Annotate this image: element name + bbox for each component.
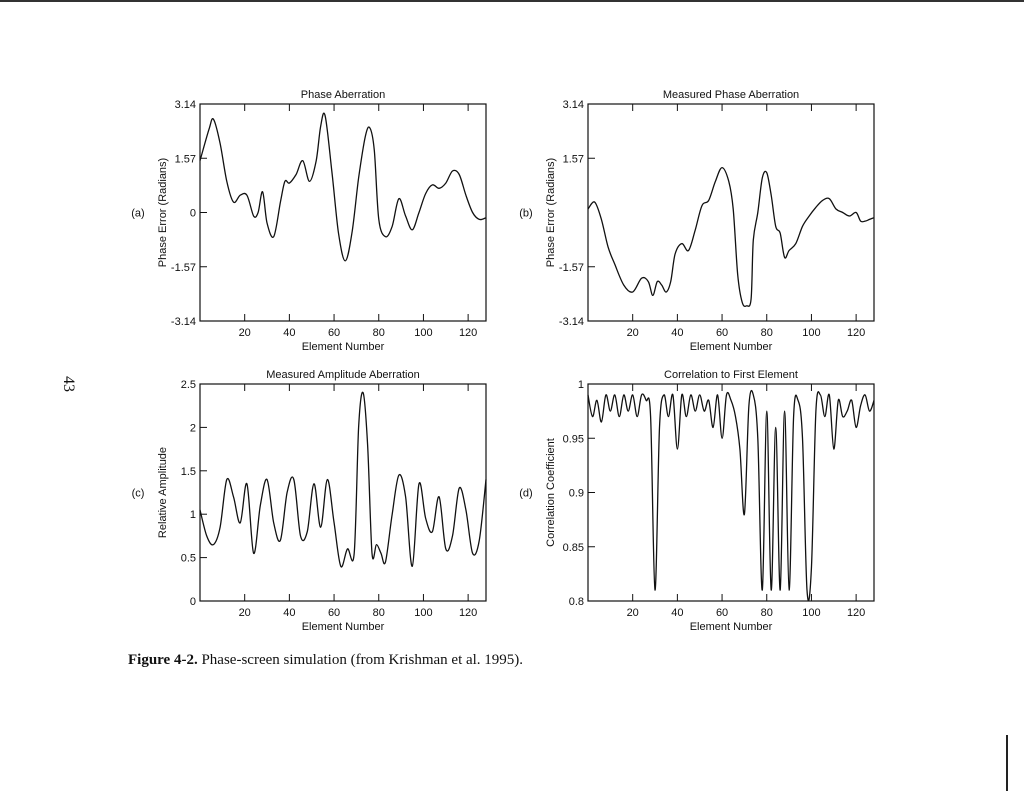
figure-caption — [128, 652, 523, 669]
y-tick-label: 1 — [189, 509, 196, 522]
y-tick-label: 2.5 — [180, 379, 196, 391]
chart-panel-a — [131, 89, 486, 353]
panel-label: (b) — [519, 207, 533, 220]
y-axis-label: Relative Amplitude — [157, 446, 169, 539]
x-tick-label: 80 — [760, 327, 773, 339]
series-line — [588, 168, 874, 307]
chart-panel-b — [519, 89, 874, 353]
x-tick-label: 20 — [626, 327, 639, 339]
y-tick-label: 3.14 — [174, 99, 196, 111]
panel-label: (c) — [131, 487, 145, 500]
x-tick-label: 60 — [715, 607, 729, 619]
chart-title: Correlation to First Element — [664, 369, 798, 381]
y-axis-label: Phase Error (Radians) — [157, 157, 169, 268]
x-tick-label: 20 — [238, 607, 251, 619]
x-tick-label: 100 — [414, 327, 433, 339]
y-tick-label: 1.57 — [174, 153, 196, 166]
figure-caption-label: Figure 4-2. — [128, 652, 198, 668]
x-tick-label: 80 — [372, 607, 385, 619]
y-tick-label: 0.8 — [568, 596, 584, 608]
y-tick-label: 0 — [189, 596, 196, 608]
page-number: 43 — [60, 376, 77, 392]
y-tick-label: 0.9 — [568, 487, 584, 500]
x-tick-label: 80 — [372, 327, 385, 339]
y-tick-label: 3.14 — [562, 99, 584, 111]
x-tick-label: 40 — [671, 327, 684, 339]
x-tick-label: 120 — [458, 607, 478, 619]
y-tick-label: 0.95 — [562, 433, 584, 446]
y-tick-label: 1.5 — [180, 465, 196, 478]
y-tick-label: 0.5 — [180, 552, 196, 565]
x-tick-label: 60 — [715, 327, 729, 339]
x-tick-label: 20 — [626, 607, 639, 619]
series-line — [200, 113, 486, 261]
y-tick-label: -1.57 — [170, 261, 196, 274]
x-axis-label: Element Number — [301, 341, 385, 353]
series-line — [588, 391, 874, 601]
x-tick-label: 80 — [760, 607, 773, 619]
x-tick-label: 120 — [846, 327, 866, 339]
plot-frame — [200, 384, 486, 601]
y-tick-label: 1 — [577, 379, 584, 391]
y-tick-label: 1.57 — [562, 153, 584, 166]
y-axis-label: Phase Error (Radians) — [545, 157, 557, 268]
y-tick-label: 2 — [189, 422, 196, 435]
x-tick-label: 100 — [802, 607, 821, 619]
chart-title: Measured Amplitude Aberration — [266, 369, 420, 381]
x-tick-label: 120 — [458, 327, 478, 339]
y-tick-label: -3.14 — [558, 316, 584, 328]
x-tick-label: 40 — [283, 607, 296, 619]
x-axis-label: Element Number — [689, 621, 773, 633]
x-axis-label: Element Number — [301, 621, 385, 633]
panel-label: (a) — [131, 207, 145, 220]
chart-title: Measured Phase Aberration — [662, 89, 800, 101]
y-tick-label: -3.14 — [170, 316, 196, 328]
series-line — [200, 392, 486, 567]
x-axis-label: Element Number — [689, 341, 773, 353]
y-tick-label: 0 — [189, 207, 196, 220]
x-tick-label: 100 — [414, 607, 433, 619]
chart-panel-c — [132, 369, 486, 633]
x-tick-label: 40 — [671, 607, 684, 619]
plot-frame — [200, 104, 486, 321]
x-tick-label: 120 — [846, 607, 866, 619]
chart-title: Phase Aberration — [300, 89, 386, 101]
x-tick-label: 20 — [238, 327, 251, 339]
plot-frame — [588, 104, 874, 321]
y-axis-label: Correlation Coefficient — [545, 438, 557, 547]
panel-label: (d) — [519, 487, 533, 500]
x-tick-label: 60 — [327, 327, 341, 339]
x-tick-label: 100 — [802, 327, 821, 339]
x-tick-label: 40 — [283, 327, 296, 339]
chart-panel-d — [519, 369, 874, 633]
figure-caption-text: Phase-screen simulation (from Krishman et al. 1995). — [201, 652, 524, 668]
y-tick-label: -1.57 — [558, 261, 584, 274]
y-tick-label: 0.85 — [562, 541, 584, 554]
x-tick-label: 60 — [327, 607, 341, 619]
